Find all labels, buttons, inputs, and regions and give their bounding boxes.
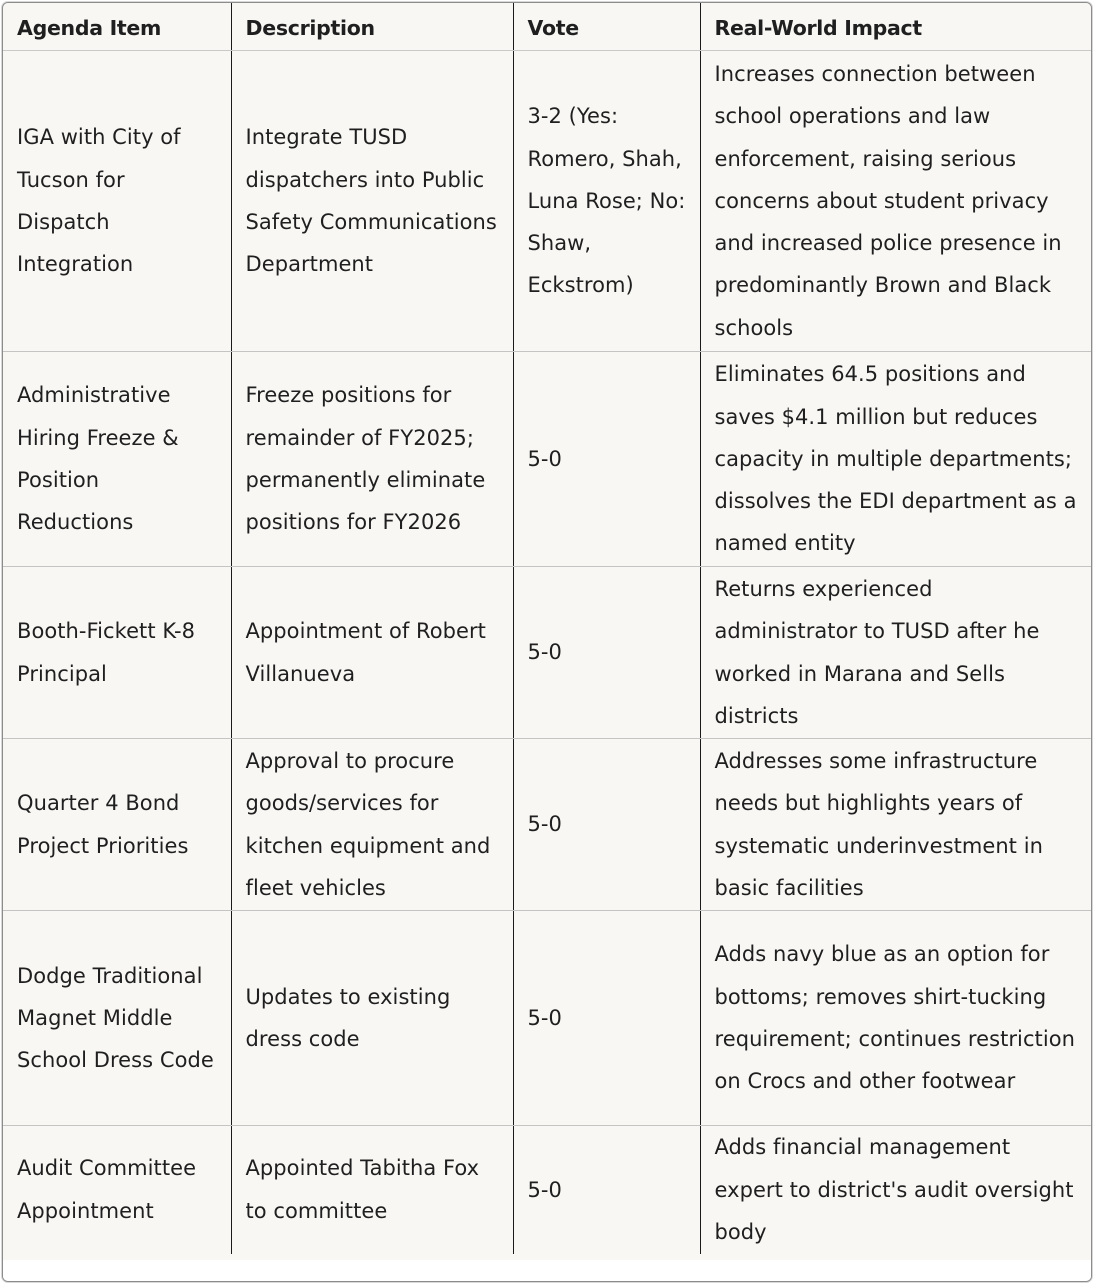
cell-description: Appointed Tabitha Fox to committee (231, 1126, 513, 1254)
table-row (3, 911, 1091, 1126)
header-agenda-item: Agenda Item (3, 3, 231, 51)
agenda-table (3, 3, 1091, 1254)
cell-impact: Adds financial management expert to district's audit oversight body (714, 1135, 1074, 1244)
table-row (3, 352, 1091, 567)
cell-vote: 5-0 (513, 352, 700, 567)
table-row (3, 739, 1091, 911)
cell-impact: Eliminates 64.5 positions and saves $4.1 million but reduces capacity in multiple departments; dissolves the EDI department as a named entity (700, 352, 1091, 567)
table-row (3, 51, 1091, 352)
table-row (3, 1126, 1091, 1254)
cell-description: Freeze positions for remainder of FY2025; permanently eliminate positions for FY2026 (231, 352, 513, 567)
cell-description: Approval to procure goods/services for kitchen equipment and fleet vehicles (231, 739, 513, 911)
cell-agenda-item: IGA with City of Tucson for Dispatch Integration (3, 51, 231, 352)
cell-agenda-item: Quarter 4 Bond Project Priorities (3, 739, 231, 911)
table-header-row (3, 3, 1091, 51)
table-container (2, 2, 1092, 1282)
cell-description: Updates to existing dress code (231, 911, 513, 1126)
cell-impact: Addresses some infrastructure needs but highlights years of systematic underinvestment in basic facilities (700, 739, 1091, 911)
header-description: Description (231, 3, 513, 51)
table-bottom-edge (3, 1260, 1091, 1281)
cell-description: Appointment of Robert Villanueva (231, 567, 513, 739)
cell-vote: 5-0 (513, 739, 700, 911)
header-vote: Vote (513, 3, 700, 51)
header-real-world-impact: Real-World Impact (700, 3, 1091, 51)
cell-impact: Returns experienced administrator to TUSD after he worked in Marana and Sells districts (700, 567, 1091, 739)
cell-impact: Adds navy blue as an option for bottoms; removes shirt-tucking requirement; continues restriction on Crocs and other footwear (700, 911, 1091, 1126)
cell-vote: 3-2 (Yes: Romero, Shah, Luna Rose; No: Shaw, Eckstrom) (513, 51, 700, 352)
cell-vote: 5-0 (513, 567, 700, 739)
cell-agenda-item: Dodge Traditional Magnet Middle School Dress Code (3, 911, 231, 1126)
cell-vote: 5-0 (513, 1126, 700, 1254)
cell-agenda-item: Administrative Hiring Freeze & Position Reductions (3, 352, 231, 567)
cell-vote: 5-0 (513, 911, 700, 1126)
cell-description: Integrate TUSD dispatchers into Public Safety Communications Department (231, 51, 513, 352)
cell-impact: Increases connection between school operations and law enforcement, raising serious concerns about student privacy and increased police presence in predominantly Brown and Black schools (700, 51, 1091, 352)
cell-agenda-item: Audit Committee Appointment (3, 1126, 231, 1254)
cell-agenda-item: Booth-Fickett K-8 Principal (3, 567, 231, 739)
table-row (3, 567, 1091, 739)
